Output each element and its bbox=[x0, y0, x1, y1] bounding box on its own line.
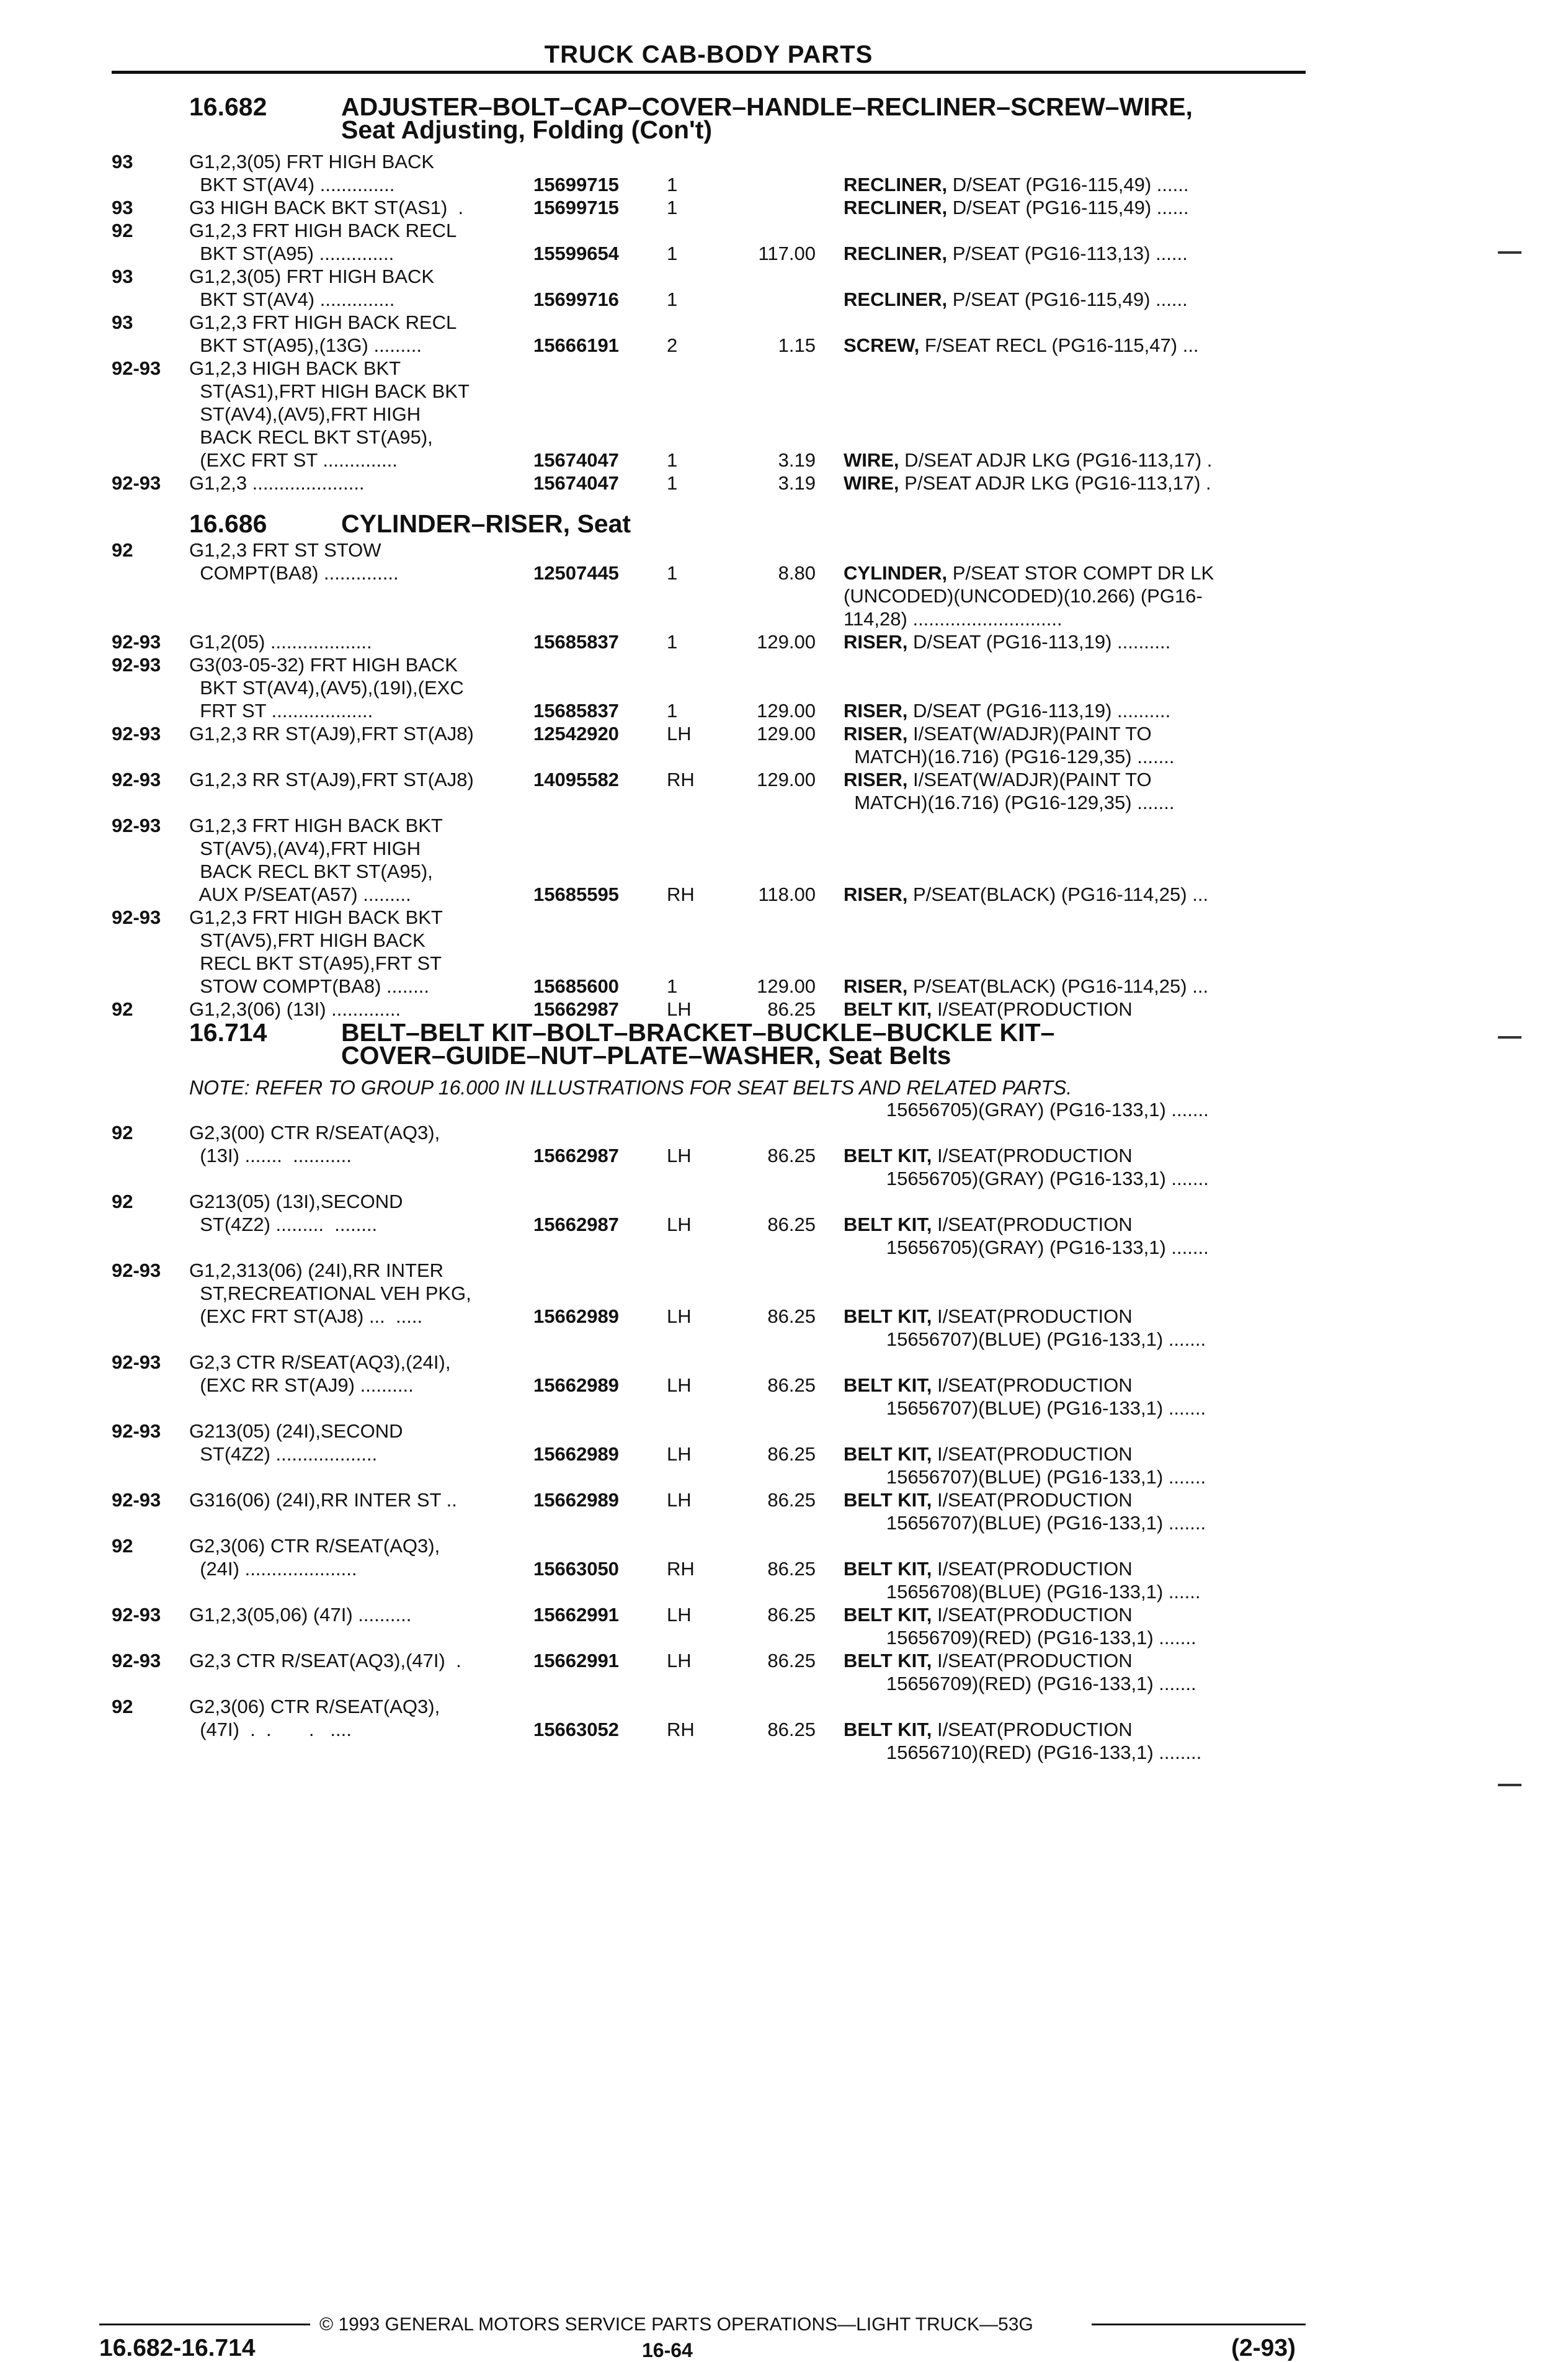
quantity: 1 bbox=[667, 243, 678, 264]
item-detail: 114,28) ............................ bbox=[844, 608, 1062, 630]
item-description bbox=[844, 1167, 1209, 1190]
item-description bbox=[844, 975, 1208, 998]
application-description: G2,3 CTR R/SEAT(AQ3),(24I), bbox=[189, 1351, 451, 1373]
item-description bbox=[844, 1374, 1133, 1397]
item-detail: D/SEAT (PG16-115,49) ...... bbox=[947, 197, 1189, 218]
part-number: 15663052 bbox=[533, 1719, 619, 1740]
item-name: RECLINER, bbox=[844, 243, 948, 264]
item-detail: I/SEAT(PRODUCTION bbox=[932, 1604, 1133, 1626]
item-description bbox=[844, 1649, 1133, 1672]
application-description: (EXC FRT ST(AJ8) ... ..... bbox=[189, 1305, 423, 1327]
item-detail: I/SEAT(PRODUCTION bbox=[932, 1443, 1133, 1465]
item-description bbox=[844, 1397, 1206, 1420]
item-name: CYLINDER, bbox=[844, 562, 948, 584]
item-detail: MATCH)(16.716) (PG16-129,35) ....... bbox=[844, 792, 1175, 813]
item-detail: MATCH)(16.716) (PG16-129,35) ....... bbox=[844, 746, 1175, 767]
copyright-text: © 1993 GENERAL MOTORS SERVICE PARTS OPERATIONS—LIGHT TRUCK—53G bbox=[319, 2314, 1033, 2335]
part-number: 15699716 bbox=[533, 289, 619, 310]
item-description bbox=[844, 998, 1133, 1021]
application-description: G2,3(06) CTR R/SEAT(AQ3), bbox=[189, 1535, 440, 1557]
item-name: RISER, bbox=[844, 723, 908, 745]
part-number: 15662989 bbox=[533, 1443, 619, 1465]
application-description: BACK RECL BKT ST(A95), bbox=[189, 861, 433, 882]
item-description bbox=[844, 1672, 1196, 1695]
section-number: 16.714 bbox=[189, 1018, 267, 1047]
application-description: BACK RECL BKT ST(A95), bbox=[189, 426, 433, 448]
item-detail: D/SEAT (PG16-115,49) ...... bbox=[947, 174, 1189, 195]
quantity: LH bbox=[667, 723, 692, 745]
quantity: 1 bbox=[667, 562, 678, 584]
item-detail: I/SEAT(PRODUCTION bbox=[932, 1374, 1133, 1396]
part-number: 15685837 bbox=[533, 700, 619, 722]
item-detail: I/SEAT(PRODUCTION bbox=[932, 1305, 1133, 1327]
item-detail: I/SEAT(PRODUCTION bbox=[932, 1650, 1133, 1671]
price: 86.25 bbox=[767, 1558, 816, 1580]
price: 1.15 bbox=[778, 334, 816, 356]
application-description: G1,2,3 FRT HIGH BACK BKT bbox=[189, 906, 443, 928]
part-number: 15666191 bbox=[533, 334, 619, 356]
item-name: BELT KIT, bbox=[844, 1214, 932, 1235]
application-description: (EXC FRT ST .............. bbox=[189, 449, 398, 471]
item-detail: P/SEAT (PG16-115,49) ...... bbox=[947, 289, 1188, 310]
item-detail: P/SEAT(BLACK) (PG16-114,25) ... bbox=[907, 975, 1209, 997]
price: 86.25 bbox=[767, 1305, 816, 1327]
model-year: 92 bbox=[112, 1696, 133, 1717]
item-description bbox=[844, 1603, 1133, 1626]
item-description bbox=[844, 1741, 1201, 1764]
item-description bbox=[844, 1213, 1133, 1236]
note-text: NOTE: REFER TO GROUP 16.000 IN ILLUSTRATIONS FOR SEAT BELTS AND RELATED PARTS. bbox=[189, 1076, 1072, 1099]
item-detail: P/SEAT (PG16-113,13) ...... bbox=[947, 243, 1188, 264]
section-subtitle: Seat Adjusting, Folding (Con't) bbox=[341, 115, 713, 144]
price: 86.25 bbox=[767, 1604, 816, 1626]
part-number: 12507445 bbox=[533, 562, 619, 584]
price: 129.00 bbox=[757, 769, 816, 790]
item-description bbox=[844, 745, 1175, 768]
price: 86.25 bbox=[767, 998, 816, 1020]
item-description bbox=[844, 791, 1175, 814]
part-number: 15674047 bbox=[533, 472, 619, 494]
model-year: 93 bbox=[112, 151, 133, 172]
quantity: 1 bbox=[667, 700, 678, 722]
price: 129.00 bbox=[757, 631, 816, 653]
item-detail: 15656707)(BLUE) (PG16-133,1) ....... bbox=[844, 1512, 1206, 1534]
model-year: 92-93 bbox=[112, 815, 161, 836]
item-detail: I/SEAT(PRODUCTION bbox=[932, 1214, 1133, 1235]
quantity: 1 bbox=[667, 289, 678, 310]
item-detail: 15656709)(RED) (PG16-133,1) ....... bbox=[844, 1627, 1196, 1648]
part-number: 15662991 bbox=[533, 1650, 619, 1671]
item-description bbox=[844, 561, 1214, 584]
item-description bbox=[844, 699, 1170, 722]
part-number: 15662989 bbox=[533, 1305, 619, 1327]
quantity: LH bbox=[667, 1374, 692, 1396]
item-detail: F/SEAT RECL (PG16-115,47) ... bbox=[919, 334, 1199, 356]
header-rule bbox=[112, 71, 1306, 74]
price: 129.00 bbox=[757, 723, 816, 745]
application-description: G1,2,3 FRT ST STOW bbox=[189, 539, 381, 561]
item-name: BELT KIT, bbox=[844, 1489, 932, 1511]
item-description bbox=[844, 1580, 1201, 1603]
item-detail: P/SEAT STOR COMPT DR LK bbox=[947, 562, 1214, 584]
item-detail: 15656707)(BLUE) (PG16-133,1) ....... bbox=[844, 1328, 1206, 1350]
item-detail: 15656707)(BLUE) (PG16-133,1) ....... bbox=[844, 1466, 1206, 1488]
price: 129.00 bbox=[757, 975, 816, 997]
page-title: TRUCK CAB-BODY PARTS bbox=[544, 41, 873, 68]
item-detail: I/SEAT(W/ADJR)(PAINT TO bbox=[907, 769, 1152, 790]
quantity: RH bbox=[667, 1719, 695, 1740]
quantity: LH bbox=[667, 1145, 692, 1166]
part-number: 15685595 bbox=[533, 884, 619, 905]
application-description: BKT ST(A95) .............. bbox=[189, 243, 394, 264]
application-description: (47I) . . . .... bbox=[189, 1719, 352, 1740]
item-name: BELT KIT, bbox=[844, 1145, 932, 1166]
quantity: LH bbox=[667, 1443, 692, 1465]
application-description: ST,RECREATIONAL VEH PKG, bbox=[189, 1282, 471, 1304]
item-detail: P/SEAT(BLACK) (PG16-114,25) ... bbox=[907, 884, 1209, 905]
quantity: 1 bbox=[667, 197, 678, 218]
model-year: 92 bbox=[112, 1535, 133, 1557]
footer-rule bbox=[99, 2324, 310, 2325]
item-description bbox=[844, 1488, 1133, 1511]
item-detail: I/SEAT(PRODUCTION bbox=[932, 1489, 1133, 1511]
section-title: CYLINDER–RISER, Seat bbox=[341, 509, 631, 538]
page-number: 16-64 bbox=[642, 2339, 693, 2361]
model-year: 93 bbox=[112, 266, 133, 287]
item-description bbox=[844, 584, 1203, 607]
application-description: G3 HIGH BACK BKT ST(AS1) . bbox=[189, 197, 464, 218]
application-description: BKT ST(AV4) .............. bbox=[189, 289, 395, 310]
item-name: BELT KIT, bbox=[844, 1719, 932, 1740]
item-description bbox=[844, 1557, 1133, 1580]
footer-rule bbox=[1092, 2324, 1306, 2325]
application-description: (EXC RR ST(AJ9) .......... bbox=[189, 1374, 414, 1396]
application-description: G1,2,3(05) FRT HIGH BACK bbox=[189, 266, 435, 287]
item-name: WIRE, bbox=[844, 449, 899, 471]
price: 3.19 bbox=[778, 449, 816, 471]
application-description: G1,2,3 ..................... bbox=[189, 472, 365, 494]
part-number: 15663050 bbox=[533, 1558, 619, 1580]
item-name: BELT KIT, bbox=[844, 1374, 932, 1396]
item-description bbox=[844, 1511, 1206, 1534]
application-description: G1,2,3 RR ST(AJ9),FRT ST(AJ8) bbox=[189, 723, 474, 745]
application-description: G1,2,3(05) FRT HIGH BACK bbox=[189, 151, 435, 172]
item-description bbox=[844, 196, 1188, 219]
application-description: G2,3(00) CTR R/SEAT(AQ3), bbox=[189, 1122, 440, 1143]
item-description bbox=[844, 449, 1212, 472]
model-year: 92-93 bbox=[112, 723, 161, 745]
item-description bbox=[844, 1305, 1133, 1328]
application-description: G1,2,3 FRT HIGH BACK RECL bbox=[189, 311, 457, 333]
model-year: 92-93 bbox=[112, 357, 161, 379]
item-detail: 15656705)(GRAY) (PG16-133,1) ....... bbox=[844, 1237, 1209, 1258]
part-number: 15662987 bbox=[533, 1214, 619, 1235]
application-description: G1,2,3 FRT HIGH BACK BKT bbox=[189, 815, 443, 836]
item-detail: 15656709)(RED) (PG16-133,1) ....... bbox=[844, 1673, 1196, 1694]
model-year: 92-93 bbox=[112, 906, 161, 928]
item-detail: P/SEAT ADJR LKG (PG16-113,17) . bbox=[899, 472, 1211, 494]
part-number: 14095582 bbox=[533, 769, 619, 790]
item-detail: 15656707)(BLUE) (PG16-133,1) ....... bbox=[844, 1397, 1206, 1419]
section-number: 16.686 bbox=[189, 509, 267, 538]
model-year: 93 bbox=[112, 197, 133, 218]
application-description: G1,2,3 HIGH BACK BKT bbox=[189, 357, 401, 379]
model-year: 92 bbox=[112, 998, 133, 1020]
item-name: RISER, bbox=[844, 769, 908, 790]
part-number: 15662987 bbox=[533, 998, 619, 1020]
price: 8.80 bbox=[778, 562, 816, 584]
item-detail: 15656710)(RED) (PG16-133,1) ........ bbox=[844, 1742, 1202, 1763]
item-detail: I/SEAT(PRODUCTION bbox=[932, 1145, 1133, 1166]
part-number: 15662987 bbox=[533, 1145, 619, 1166]
item-name: BELT KIT, bbox=[844, 1305, 932, 1327]
model-year: 92 bbox=[112, 539, 133, 561]
item-name: RISER, bbox=[844, 975, 908, 997]
quantity: LH bbox=[667, 1489, 692, 1511]
quantity: LH bbox=[667, 1604, 692, 1626]
item-description bbox=[844, 630, 1170, 653]
quantity: LH bbox=[667, 1650, 692, 1671]
item-description bbox=[844, 173, 1188, 196]
item-description bbox=[844, 472, 1211, 494]
model-year: 93 bbox=[112, 311, 133, 333]
application-description: COMPT(BA8) .............. bbox=[189, 562, 399, 584]
price: 86.25 bbox=[767, 1489, 816, 1511]
item-detail: 15656708)(BLUE) (PG16-133,1) ...... bbox=[844, 1581, 1201, 1603]
part-number: 15662991 bbox=[533, 1604, 619, 1626]
application-description: STOW COMPT(BA8) ........ bbox=[189, 975, 429, 997]
model-year: 92-93 bbox=[112, 472, 161, 494]
application-description: ST(AS1),FRT HIGH BACK BKT bbox=[189, 380, 470, 402]
item-description bbox=[844, 768, 1152, 791]
part-number: 15674047 bbox=[533, 449, 619, 471]
part-number: 15599654 bbox=[533, 243, 619, 264]
part-number: 15662989 bbox=[533, 1489, 619, 1511]
application-description: G316(06) (24I),RR INTER ST .. bbox=[189, 1489, 457, 1511]
item-detail: D/SEAT ADJR LKG (PG16-113,17) . bbox=[899, 449, 1213, 471]
quantity: 1 bbox=[667, 174, 678, 195]
quantity: 2 bbox=[667, 334, 678, 356]
quantity: LH bbox=[667, 998, 692, 1020]
section-subtitle: COVER–GUIDE–NUT–PLATE–WASHER, Seat Belts bbox=[341, 1041, 951, 1070]
item-description bbox=[844, 1328, 1206, 1351]
item-detail: I/SEAT(PRODUCTION bbox=[932, 1719, 1133, 1740]
application-description: ST(AV5),(AV4),FRT HIGH bbox=[189, 838, 421, 859]
application-description: RECL BKT ST(A95),FRT ST bbox=[189, 952, 442, 974]
quantity: RH bbox=[667, 884, 695, 905]
item-name: SCREW, bbox=[844, 334, 920, 356]
application-description: ST(4Z2) ......... ........ bbox=[189, 1214, 378, 1235]
quantity: 1 bbox=[667, 472, 678, 494]
application-description: G2,3 CTR R/SEAT(AQ3),(47I) . bbox=[189, 1650, 461, 1671]
model-year: 92-93 bbox=[112, 1489, 161, 1511]
part-number: 15685837 bbox=[533, 631, 619, 653]
part-number: 12542920 bbox=[533, 723, 619, 745]
application-description: BKT ST(AV4),(AV5),(19I),(EXC bbox=[189, 677, 464, 699]
quantity: RH bbox=[667, 1558, 695, 1580]
item-detail: I/SEAT(PRODUCTION bbox=[932, 998, 1133, 1020]
price: 129.00 bbox=[757, 700, 816, 722]
item-name: BELT KIT, bbox=[844, 1443, 932, 1465]
application-description: G1,2,3(05,06) (47I) .......... bbox=[189, 1604, 412, 1626]
item-description bbox=[844, 607, 1062, 630]
model-year: 92 bbox=[112, 1122, 133, 1143]
price: 86.25 bbox=[767, 1374, 816, 1396]
application-description: G1,2(05) ................... bbox=[189, 631, 372, 653]
quantity: 1 bbox=[667, 449, 678, 471]
application-description: BKT ST(A95),(13G) ......... bbox=[189, 334, 422, 356]
price: 86.25 bbox=[767, 1443, 816, 1465]
part-number: 15699715 bbox=[533, 174, 619, 195]
section-number: 16.682 bbox=[189, 92, 267, 121]
item-name: RISER, bbox=[844, 884, 908, 905]
application-description: (24I) ..................... bbox=[189, 1558, 357, 1580]
section-title: ADJUSTER–BOLT–CAP–COVER–HANDLE–RECLINER–SCREW–WIRE, bbox=[341, 92, 1193, 121]
application-description: ST(4Z2) ................... bbox=[189, 1443, 378, 1465]
application-description: BKT ST(AV4) .............. bbox=[189, 174, 395, 195]
item-name: BELT KIT, bbox=[844, 1650, 932, 1671]
item-detail: I/SEAT(PRODUCTION bbox=[932, 1558, 1133, 1580]
model-year: 92-93 bbox=[112, 1650, 161, 1671]
model-year: 92-93 bbox=[112, 654, 161, 676]
item-name: BELT KIT, bbox=[844, 1604, 932, 1626]
item-description bbox=[844, 1626, 1196, 1649]
model-year: 92 bbox=[112, 220, 133, 241]
quantity: 1 bbox=[667, 975, 678, 997]
item-detail: D/SEAT (PG16-113,19) .......... bbox=[907, 631, 1171, 653]
item-name: RISER, bbox=[844, 631, 908, 653]
model-year: 92-93 bbox=[112, 631, 161, 653]
item-description bbox=[844, 1098, 1209, 1121]
item-detail: D/SEAT (PG16-113,19) .......... bbox=[907, 700, 1171, 722]
application-description: G1,2,3 FRT HIGH BACK RECL bbox=[189, 220, 457, 241]
item-description bbox=[844, 1443, 1133, 1465]
model-year: 92-93 bbox=[112, 769, 161, 790]
section-title: BELT–BELT KIT–BOLT–BRACKET–BUCKLE–BUCKLE KIT– bbox=[341, 1018, 1055, 1047]
revision-date: (2-93) bbox=[1231, 2335, 1296, 2361]
application-description: G213(05) (13I),SECOND bbox=[189, 1191, 403, 1212]
margin-mark bbox=[1498, 1784, 1521, 1786]
item-description bbox=[844, 1144, 1133, 1167]
item-name: RISER, bbox=[844, 700, 908, 722]
application-description: G1,2,3 RR ST(AJ9),FRT ST(AJ8) bbox=[189, 769, 474, 790]
application-description: (13I) ....... ........... bbox=[189, 1145, 352, 1166]
item-name: RECLINER, bbox=[844, 197, 948, 218]
application-description: G3(03-05-32) FRT HIGH BACK bbox=[189, 654, 458, 676]
item-name: RECLINER, bbox=[844, 174, 948, 195]
part-number: 15685600 bbox=[533, 975, 619, 997]
item-description bbox=[844, 242, 1188, 265]
model-year: 92-93 bbox=[112, 1420, 161, 1442]
item-description bbox=[844, 334, 1199, 357]
price: 86.25 bbox=[767, 1214, 816, 1235]
item-description bbox=[844, 1718, 1133, 1741]
part-number: 15662989 bbox=[533, 1374, 619, 1396]
model-year: 92 bbox=[112, 1191, 133, 1212]
item-name: RECLINER, bbox=[844, 289, 948, 310]
price: 86.25 bbox=[767, 1145, 816, 1166]
application-description: G2,3(06) CTR R/SEAT(AQ3), bbox=[189, 1696, 440, 1717]
item-description bbox=[844, 722, 1152, 745]
item-name: BELT KIT, bbox=[844, 998, 932, 1020]
margin-mark bbox=[1498, 251, 1521, 254]
price: 86.25 bbox=[767, 1650, 816, 1671]
application-description: G1,2,313(06) (24I),RR INTER bbox=[189, 1259, 444, 1281]
price: 3.19 bbox=[778, 472, 816, 494]
model-year: 92-93 bbox=[112, 1259, 161, 1281]
item-detail: 15656705)(GRAY) (PG16-133,1) ....... bbox=[844, 1168, 1209, 1189]
item-description bbox=[844, 883, 1208, 906]
item-description bbox=[844, 288, 1188, 311]
application-description: ST(AV4),(AV5),FRT HIGH bbox=[189, 403, 421, 425]
quantity: LH bbox=[667, 1305, 692, 1327]
application-description: G213(05) (24I),SECOND bbox=[189, 1420, 403, 1442]
item-description bbox=[844, 1465, 1206, 1488]
quantity: LH bbox=[667, 1214, 692, 1235]
item-name: BELT KIT, bbox=[844, 1558, 932, 1580]
item-detail: (UNCODED)(UNCODED)(10.266) (PG16- bbox=[844, 585, 1203, 607]
application-description: AUX P/SEAT(A57) ......... bbox=[189, 884, 411, 905]
item-detail: 15656705)(GRAY) (PG16-133,1) ....... bbox=[844, 1099, 1209, 1121]
section-range: 16.682-16.714 bbox=[99, 2335, 256, 2361]
quantity: 1 bbox=[667, 631, 678, 653]
item-detail: I/SEAT(W/ADJR)(PAINT TO bbox=[907, 723, 1152, 745]
price: 117.00 bbox=[758, 243, 816, 264]
price: 118.00 bbox=[758, 884, 816, 905]
application-description: G1,2,3(06) (13I) ............. bbox=[189, 998, 401, 1020]
model-year: 92-93 bbox=[112, 1351, 161, 1373]
price: 86.25 bbox=[767, 1719, 816, 1740]
quantity: RH bbox=[667, 769, 695, 790]
item-description bbox=[844, 1236, 1209, 1259]
application-description: FRT ST ................... bbox=[189, 700, 373, 722]
part-number: 15699715 bbox=[533, 197, 619, 218]
item-name: WIRE, bbox=[844, 472, 899, 494]
margin-mark bbox=[1498, 1036, 1521, 1039]
model-year: 92-93 bbox=[112, 1604, 161, 1626]
application-description: ST(AV5),FRT HIGH BACK bbox=[189, 929, 425, 951]
